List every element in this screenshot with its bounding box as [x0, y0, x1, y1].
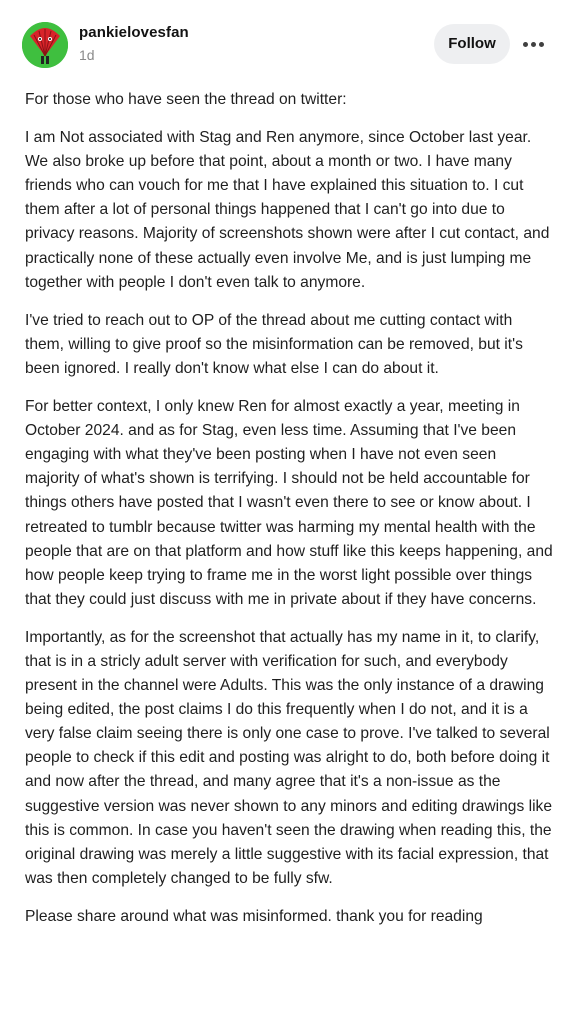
- post-body: [25, 88, 553, 943]
- red-fan-avatar-icon: [22, 22, 68, 68]
- post-paragraph: I've tried to reach out to OP of the thread about me cutting contact with them, willing to give proof so the misinformation can be removed, but it's been ignored. I really don't know what else I can do about it.: [25, 311, 523, 377]
- post-paragraph: For better context, I only knew Ren for almost exactly a year, meeting in October 2024. and as for Stag, even less time. Assuming that I've been engaging with what they've been posting when I have not even seen majority of what's shown is terrifying. I should not be held accountable for things others have posted that I wasn't even there to see or know about. I retreated to tumblr because twitter was harming my mental health with the people that are on that platform and how stuff like this keeps happening, and how people keep trying to frame me in the worst light possible over things that they could just discuss with me in private about if they have concerns.: [25, 398, 553, 608]
- more-horizontal-icon: [523, 42, 544, 47]
- more-options-button[interactable]: [518, 30, 548, 58]
- post-timestamp[interactable]: 1d: [79, 47, 95, 63]
- follow-button[interactable]: Follow: [434, 24, 510, 64]
- post-author[interactable]: pankielovesfan: [79, 24, 189, 41]
- post-paragraph: For those who have seen the thread on twitter:: [25, 91, 347, 108]
- avatar[interactable]: [22, 22, 68, 68]
- post-paragraph: Importantly, as for the screenshot that actually has my name in it, to clarify, that is in a stricly adult server with verification for such, and everybody present in the channel were Adults. This was the only instance of a drawing being edited, the post claims I do this frequently when I do not, and it is a very false claim seeing there is only one case to prove. I've talked to several people to check if this edit and posting was alright to do, both before doing it and now after the thread, and many agree that it's a non-issue as the suggestive version was never shown to any minors and editing drawings like this is common. In case you haven't seen the drawing when reading this, the original drawing was merely a little suggestive with its facial expression, that was then completely changed to be fully sfw.: [25, 628, 552, 887]
- post-paragraph: Please share around what was misinformed. thank you for reading: [25, 907, 483, 925]
- post-paragraph: I am Not associated with Stag and Ren anymore, since October last year. We also broke up before that point, about a month or two. I have many friends who can vouch for me that I have explained this situation to. I cut them after a lot of personal things happened that I can't go into due to privacy reasons. Majority of screenshots shown were after I cut contact, and practically none of these actually even involve Me, and is just lumping me together with people I don't even talk to anymore.: [25, 129, 550, 291]
- post-header: [0, 0, 569, 86]
